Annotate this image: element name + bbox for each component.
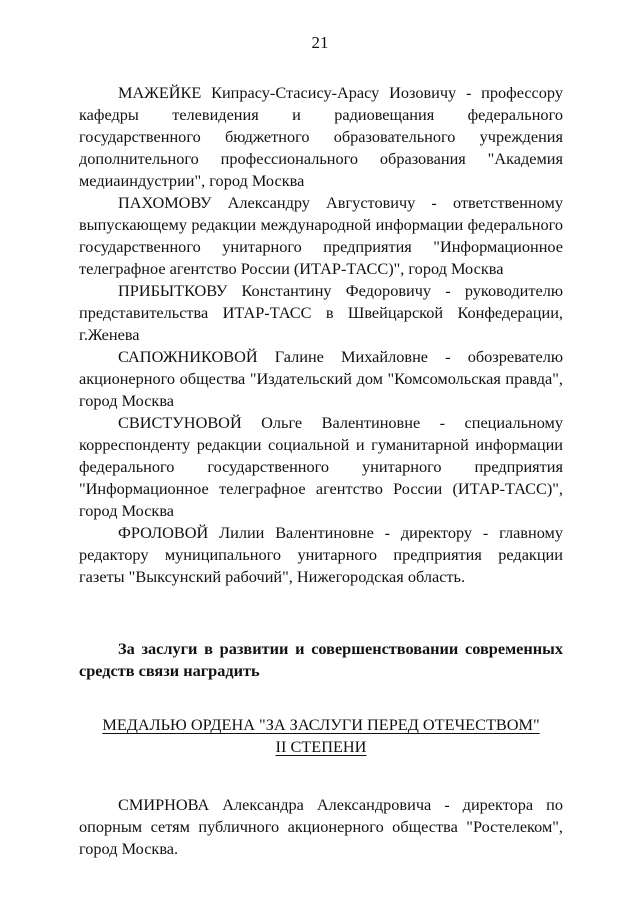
section-heading: За заслуги в развитии и совершенствовании современных средств связи наградить [79, 639, 563, 680]
document-body [79, 82, 563, 860]
section-gap [79, 588, 563, 638]
section-gap [79, 758, 563, 794]
section-gap [79, 682, 563, 714]
award-title: МЕДАЛЬЮ ОРДЕНА "ЗА ЗАСЛУГИ ПЕРЕД ОТЕЧЕСТВОМ" [102, 715, 540, 734]
award-degree: II СТЕПЕНИ [275, 737, 367, 756]
page-number: 21 [311, 33, 329, 52]
recipient-paragraph: САПОЖНИКОВОЙ Галине Михайловне - обозревателю акционерного общества "Издательский дом "Комсомольская правда", город Москва [79, 347, 563, 410]
recipient-paragraph: СМИРНОВА Александра Александровича - директора по опорным сетям публичного акционерного общества "Ростелеком", город Москва. [79, 795, 563, 858]
recipient-paragraph: МАЖЕЙКЕ Кипрасу-Стасису-Арасу Иозовичу - профессору кафедры телевидения и радиовещания федерального государственного бюджетного образовательного учреждения дополнительного профессионального образования "Академия медиаиндустрии", город Москва [79, 83, 563, 190]
recipient-paragraph: ПРИБЫТКОВУ Константину Федоровичу - руководителю представительства ИТАР-ТАСС в Швейцарской Конфедерации, г.Женева [79, 281, 563, 344]
recipient-paragraph: ФРОЛОВОЙ Лилии Валентиновне - директору - главному редактору муниципального унитарного предприятия редакции газеты "Выксунский рабочий", Нижегородская область. [79, 523, 563, 586]
recipient-paragraph: ПАХОМОВУ Александру Августовичу - ответственному выпускающему редакции международной информации федерального государственного унитарного предприятия "Информационное телеграфное агентство России (ИТАР-ТАСС)", город Москва [79, 193, 563, 278]
recipient-paragraph: СВИСТУНОВОЙ Ольге Валентиновне - специальному корреспонденту редакции социальной и гуманитарной информации федерального государственного унитарного предприятия "Информационное телеграфное агентство России (ИТАР-ТАСС)", город Москва [79, 413, 563, 520]
